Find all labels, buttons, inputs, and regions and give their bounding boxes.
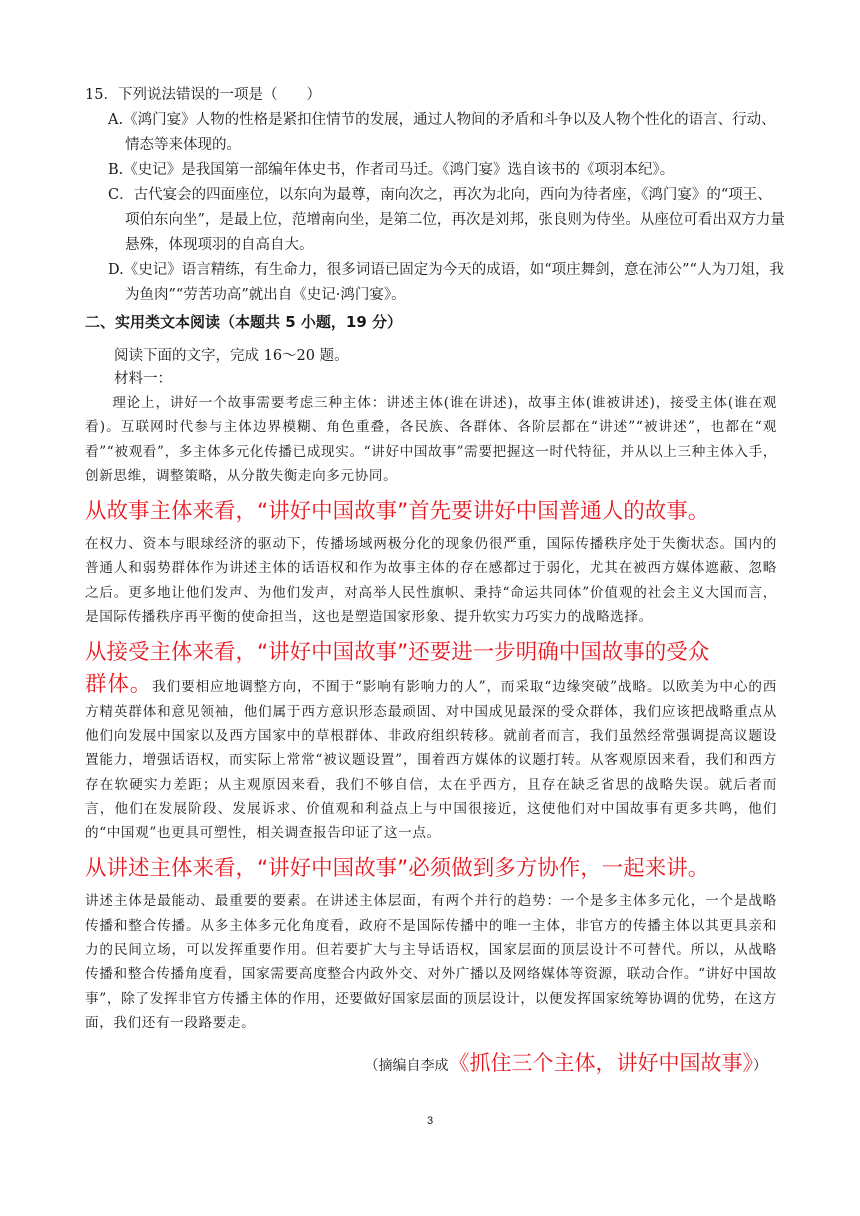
paragraph-1: 理论上，讲好一个故事需要考虑三种主体：讲述主体(谁在讲述)，故事主体(谁被讲述)，接受主体(谁在观看)。互联网时代参与主体边界模糊、角色重叠，各民族、各群体、各阶层都在“讲述”“被讲述”，也都在“观看”“被观看”，多主体多元化传播已成现实。“讲好中国故事”需要把握这一时代特征，并从以上三种主体入手，创新思维，调整策略，从分散失衡走向多元协同。 xyxy=(85,395,777,484)
source-citation xyxy=(85,1047,777,1077)
source-suffix: ） xyxy=(753,1058,767,1075)
heading-narrator-subject: 从讲述主体来看，“讲好中国故事”必须做到多方协作，一起来讲。 xyxy=(85,856,710,882)
heading-audience-continued: 群体。 xyxy=(85,672,153,698)
option-b: B.《史记》是我国第一部编年体史书，作者司马迁。《鸿门宴》选自该书的《项羽本纪》。 xyxy=(108,162,675,178)
heading-audience-subject: 从接受主体来看，“讲好中国故事”还要进一步明确中国故事的受众 xyxy=(85,640,710,666)
option-c: C．古代宴会的四面座位，以东向为最尊，南向次之，再次为北向，西向为待者座，《鸿门宴》的“项王、项伯东向坐”，是最上位，范增南向坐，是第二位，再次是刘邦，张良则为侍坐。从座位可看出双方力量悬殊，体现项羽的自高自大。 xyxy=(108,187,785,253)
question-stem: 15．下列说法错误的一项是（ ） xyxy=(85,87,321,103)
instruction: 阅读下面的文字，完成 16～20 题。 xyxy=(114,348,349,364)
page-number: 3 xyxy=(426,1115,434,1127)
option-a: A.《鸿门宴》人物的性格是紧扣住情节的发展，通过人物间的矛盾和斗争以及人物个性化的语言、行动、情态等来体现的。 xyxy=(108,112,776,153)
reading-material xyxy=(85,345,777,1091)
paragraph-4: 讲述主体是最能动、最重要的要素。在讲述主体层面，有两个并行的趋势：一个是多主体多元化，一个是战略传播和整合传播。从多主体多元化角度看，政府不是国际传播中的唯一主体，非官方的传播主体以其更具亲和力的民间立场，可以发挥重要作用。但若要扩大与主导话语权，国家层面的顶层设计不可替代。所以，从战略传播和整合传播角度看，国家需要高度整合内政外交、对外广播以及网络媒体等资源，联动合作。“讲好中国故事”，除了发挥非官方传播主体的作用，还要做好国家层面的顶层设计，以便发挥国家统筹协调的优势，在这方面，我们还有一段路要走。 xyxy=(85,893,777,1031)
paragraph-2: 在权力、资本与眼球经济的驱动下，传播场域两极分化的现象仍很严重，国际传播秩序处于失衡状态。国内的普通人和弱势群体作为讲述主体的话语权和作为故事主体的存在感都过于弱化，尤其在被西方媒体遮蔽、忽略之后。更多地让他们发声、为他们发声，对高举人民性旗帜、秉持“命运共同体”价值观的社会主义大国而言，是国际传播秩序再平衡的使命担当，这也是塑造国家形象、提升软实力巧实力的战略选择。 xyxy=(85,536,777,626)
source-title: 《抓住三个主体，讲好中国故事》 xyxy=(448,1051,753,1076)
paragraph-3: 我们要相应地调整方向，不囿于“影响有影响力的人”，而采取“边缘突破”战略。以欧美为中心的西方精英群体和意见领袖，他们属于西方意识形态最顽固、对中国成见最深的受众群体，我们应该把战略重点从他们向发展中国家以及西方国家中的草根群体、非政府组织转移。就前者而言，我们虽然经常强调提高议题设置能力，增强话语权，而实际上常常“被议题设置”，围着西方媒体的议题打转。从客观原因来看，我们和西方存在软硬实力差距；从主观原因来看，我们不够自信，太在乎西方，且存在缺乏省思的战略失误。就后者而言，他们在发展阶段、发展诉求、价值观和利益点上与中国很接近，这使他们对中国故事有更多共鸣，他们的“中国观”也更具可塑性，相关调查报告印证了这一点。 xyxy=(85,679,777,842)
heading-story-subject: 从故事主体来看，“讲好中国故事”首先要讲好中国普通人的故事。 xyxy=(85,499,710,525)
paragraph-3-block xyxy=(85,673,777,845)
option-d: D.《史记》语言精练，有生命力，很多词语已固定为今天的成语，如“项庄舞剑，意在沛公”“人为刀俎，我为鱼肉”“劳苦功高”就出自《史记·鸿门宴》。 xyxy=(108,262,784,303)
material-label: 材料一： xyxy=(114,371,172,387)
source-prefix: （摘编自李成 xyxy=(364,1058,449,1075)
question-15 xyxy=(85,83,785,308)
section-title: 二、实用类文本阅读（本题共 5 小题，19 分） xyxy=(85,313,402,331)
